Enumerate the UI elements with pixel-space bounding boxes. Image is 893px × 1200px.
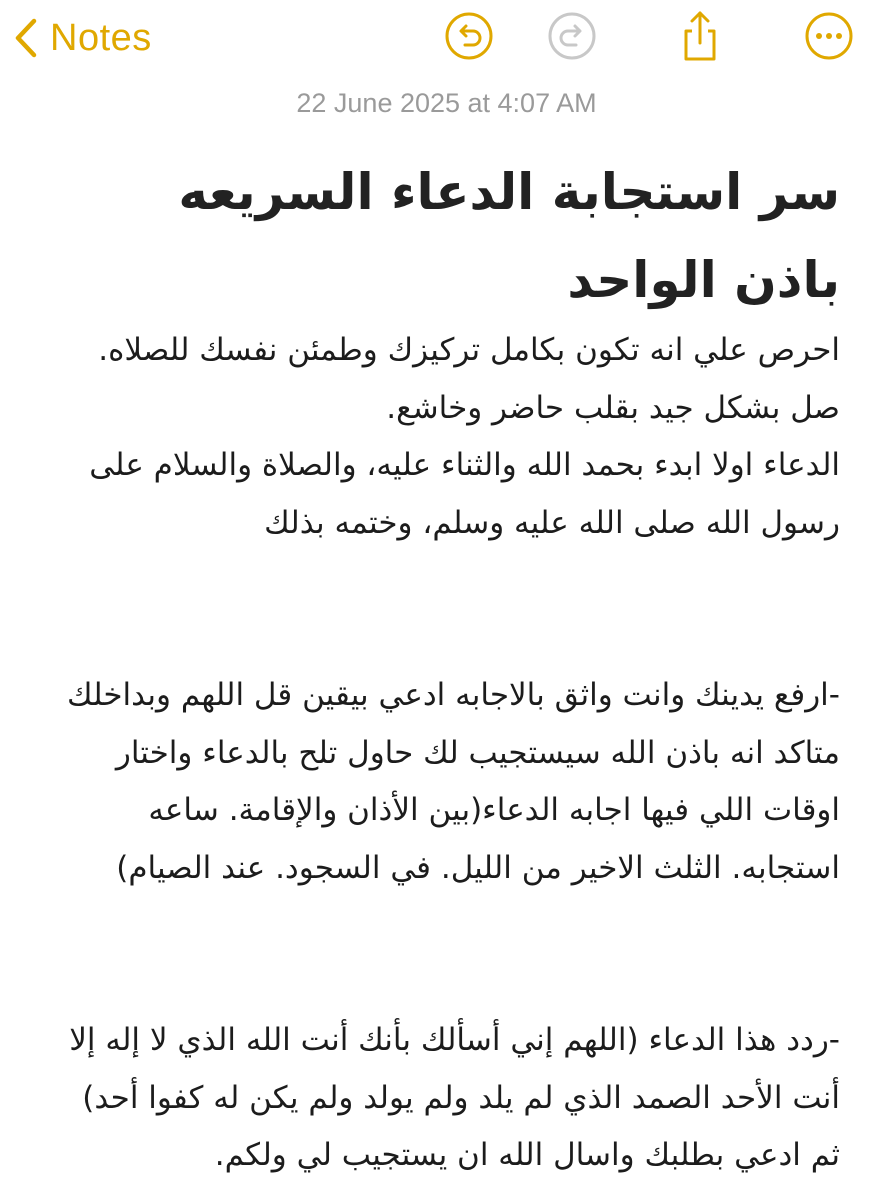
redo-icon (547, 11, 597, 65)
note-title[interactable]: سر استجابة الدعاء السريعه باذن الواحد (178, 163, 840, 309)
paragraph-spacer (60, 897, 840, 1012)
note-body[interactable] (57, 322, 840, 1185)
more-icon (804, 11, 854, 65)
undo-button[interactable] (443, 12, 495, 64)
note-paragraph: -ردد هذا الدعاء (اللهم إني أسألك بأنك أنت الله الذي لا إله إلا أنت الأحد الصمد الذي لم يلد ولم يولد ولم يكن له كفوا أحد) ثم ادعي بطلبك واسال الله ان يستجيب لي ولكم. (59, 1022, 840, 1173)
undo-icon (444, 11, 494, 65)
note-paragraph: احرص علي انه تكون بكامل تركيزك وطمئن نفسك للصلاه. صل بشكل جيد بقلب حاضر وخاشع. الدعاء اولا ابدء بحمد الله والثناء عليه، والصلاة والسلام على رسول الله صلى الله عليه وسلم، وختمه بذلك (89, 332, 840, 541)
more-button[interactable] (803, 12, 855, 64)
share-button[interactable] (674, 12, 726, 64)
chevron-left-icon (14, 18, 38, 58)
share-icon (675, 9, 725, 67)
back-button[interactable] (14, 10, 152, 66)
note-timestamp: 22 June 2025 at 4:07 AM (296, 88, 597, 118)
back-button-label: Notes (50, 16, 152, 59)
note-paragraph: -ارفع يدينك وانت واثق بالاجابه ادعي بيقين قل اللهم وبداخلك متاكد انه باذن الله سيستجيب لك حاول تلح بالدعاء واختار اوقات اللي فيها اجابه الدعاء(بين الأذان والإقامة. ساعه استجابه. الثلث الاخير من الليل. في السجود. عند الصيام) (57, 677, 840, 886)
paragraph-spacer (60, 552, 840, 667)
navigation-toolbar (0, 0, 893, 80)
redo-button[interactable] (546, 12, 598, 64)
